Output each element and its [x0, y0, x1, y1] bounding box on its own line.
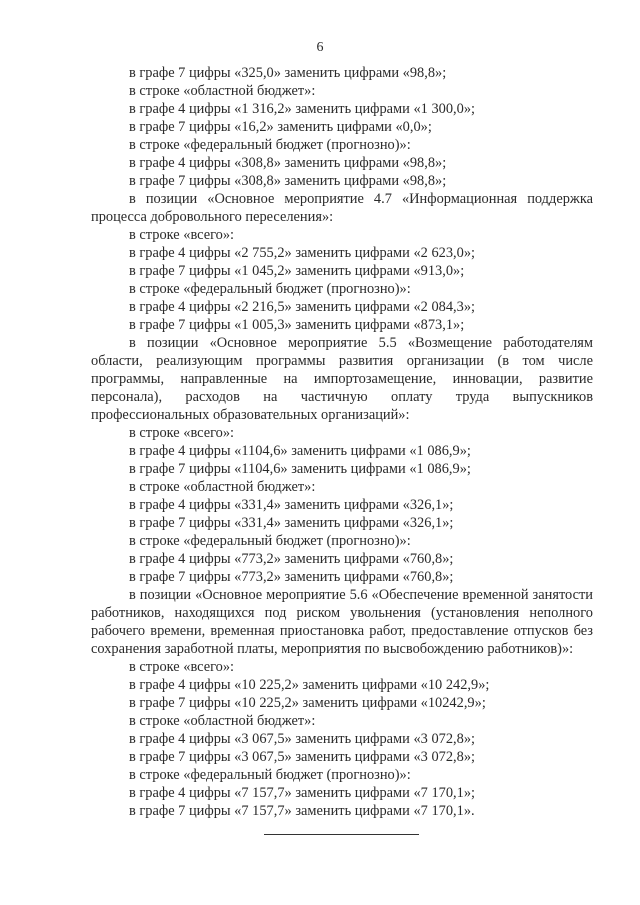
- amendment-line: в строке «федеральный бюджет (прогнозно)»:: [129, 533, 411, 549]
- amendment-line: в графе 4 цифры «10 225,2» заменить цифрами «10 242,9»;: [129, 677, 490, 693]
- amendment-line: в строке «областной бюджет»:: [129, 713, 316, 729]
- amendment-line: в графе 4 цифры «1 316,2» заменить цифрами «1 300,0»;: [129, 101, 476, 117]
- amendment-line: в строке «всего»:: [129, 227, 235, 243]
- amendment-paragraph: в позиции «Основное мероприятие 4.7 «Информационная поддержка процесса добровольного переселения»:: [91, 191, 593, 225]
- amendment-line: в графе 7 цифры «7 157,7» заменить цифрами «7 170,1».: [129, 803, 475, 819]
- amendment-line: в графе 7 цифры «10 225,2» заменить цифрами «10242,9»;: [129, 695, 486, 711]
- amendment-line: в графе 7 цифры «1 005,3» заменить цифрами «873,1»;: [129, 317, 465, 333]
- amendment-line: в графе 7 цифры «3 067,5» заменить цифрами «3 072,8»;: [129, 749, 476, 765]
- amendment-line: в графе 4 цифры «773,2» заменить цифрами «760,8»;: [129, 551, 454, 567]
- amendment-line: в графе 4 цифры «3 067,5» заменить цифрами «3 072,8»;: [129, 731, 476, 747]
- amendment-line: в графе 4 цифры «308,8» заменить цифрами «98,8»;: [129, 155, 447, 171]
- amendment-line: в строке «областной бюджет»:: [129, 83, 316, 99]
- page-number: 6: [316, 40, 324, 55]
- amendment-line: в строке «областной бюджет»:: [129, 479, 316, 495]
- amendment-line: в графе 7 цифры «308,8» заменить цифрами «98,8»;: [129, 173, 447, 189]
- amendment-line: в графе 4 цифры «331,4» заменить цифрами «326,1»;: [129, 497, 454, 513]
- amendment-line: в строке «федеральный бюджет (прогнозно)»:: [129, 137, 411, 153]
- amendment-line: в графе 7 цифры «1 045,2» заменить цифрами «913,0»;: [129, 263, 465, 279]
- amendment-line: в графе 4 цифры «1104,6» заменить цифрами «1 086,9»;: [129, 443, 471, 459]
- amendment-line: в графе 7 цифры «1104,6» заменить цифрами «1 086,9»;: [129, 461, 471, 477]
- amendment-line: в графе 4 цифры «7 157,7» заменить цифрами «7 170,1»;: [129, 785, 476, 801]
- amendment-line: в графе 7 цифры «325,0» заменить цифрами «98,8»;: [129, 65, 447, 81]
- amendment-line: в графе 7 цифры «16,2» заменить цифрами «0,0»;: [129, 119, 432, 135]
- amendment-line: в строке «федеральный бюджет (прогнозно)»:: [129, 281, 411, 297]
- amendment-line: в графе 7 цифры «773,2» заменить цифрами «760,8»;: [129, 569, 454, 585]
- amendment-paragraph: в позиции «Основное мероприятие 5.6 «Обеспечение временной занятости работников, находящихся под риском увольнения (установления неполного рабочего времени, временная приостановка работ, предоставление отпусков без сохранения заработной платы, мероприятия по высвобождению работников)»:: [91, 587, 593, 657]
- amendment-line: в строке «всего»:: [129, 425, 235, 441]
- closing-rule: [264, 834, 419, 835]
- amendment-paragraph: в позиции «Основное мероприятие 5.5 «Возмещение работодателям области, реализующим программы развития организации (в том числе программы, направленные на импортозамещение, инновации, развитие персонала), расходов на частичную оплату труда выпускников профессиональных образовательных организаций»:: [91, 335, 593, 423]
- document-body: [91, 64, 593, 820]
- amendment-line: в графе 7 цифры «331,4» заменить цифрами «326,1»;: [129, 515, 454, 531]
- amendment-line: в строке «всего»:: [129, 659, 235, 675]
- amendment-line: в графе 4 цифры «2 216,5» заменить цифрами «2 084,3»;: [129, 299, 476, 315]
- amendment-line: в графе 4 цифры «2 755,2» заменить цифрами «2 623,0»;: [129, 245, 476, 261]
- amendment-line: в строке «федеральный бюджет (прогнозно)»:: [129, 767, 411, 783]
